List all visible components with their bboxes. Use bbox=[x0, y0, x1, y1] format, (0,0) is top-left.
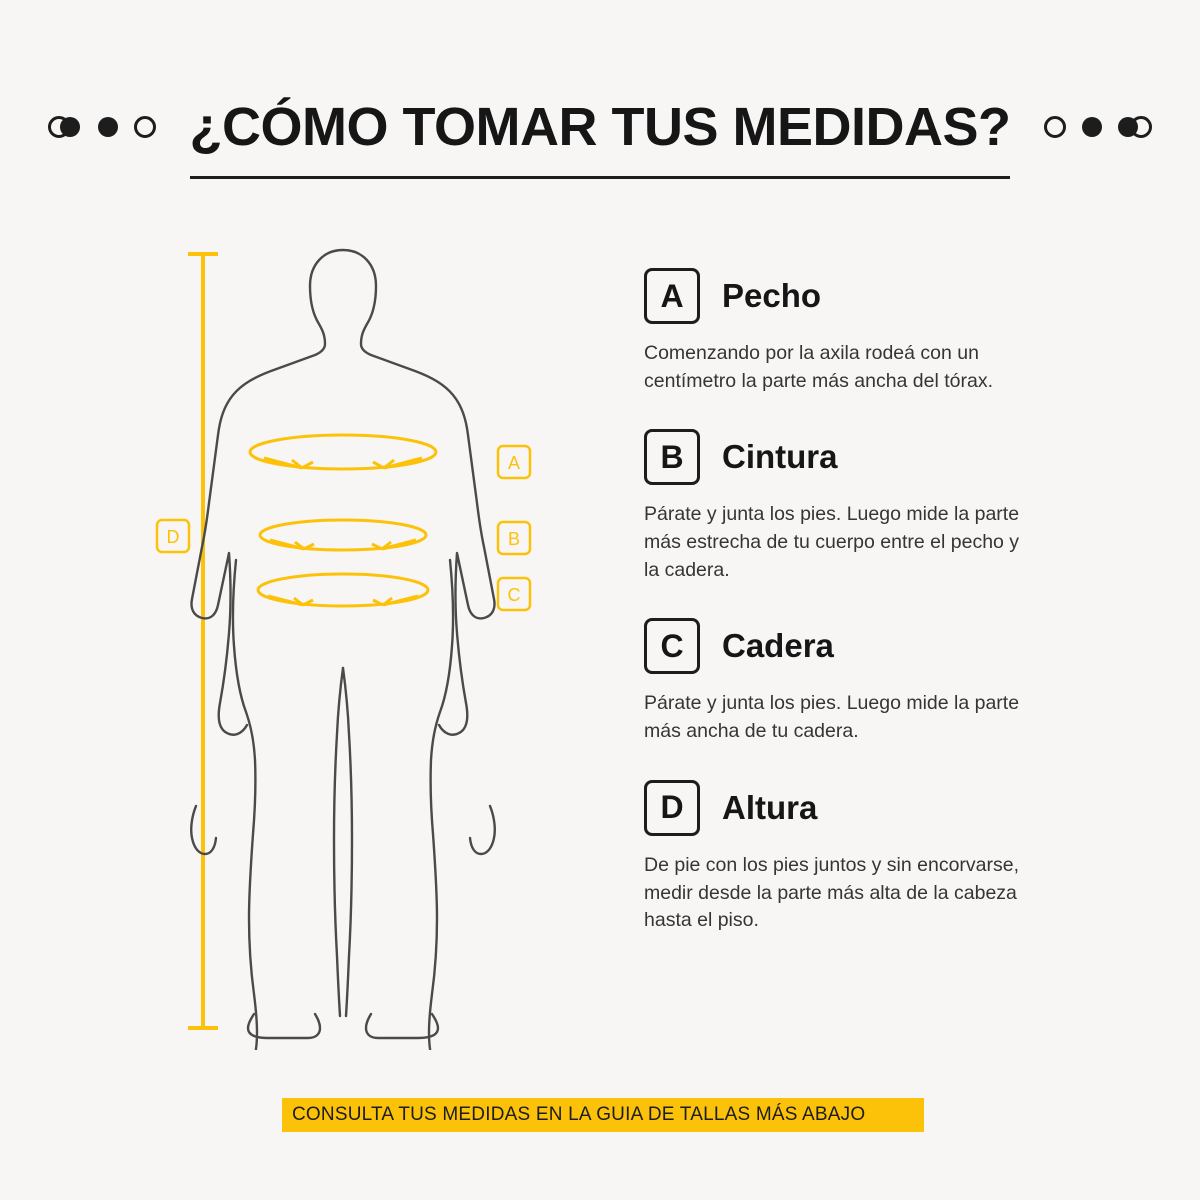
measurement-item-header bbox=[644, 618, 1074, 674]
svg-text:A: A bbox=[507, 453, 521, 473]
filled-dot-icon bbox=[98, 117, 118, 137]
chest-measure-loop-icon bbox=[250, 435, 436, 469]
chest-marker-badge bbox=[498, 446, 530, 478]
page-title: ¿CÓMO TOMAR TUS MEDIDAS? bbox=[189, 97, 1011, 157]
measurement-item-cintura bbox=[644, 429, 1074, 584]
ring-icon bbox=[134, 116, 156, 138]
ring-icon bbox=[1044, 116, 1066, 138]
waist-measure-loop-icon bbox=[260, 520, 426, 550]
measurement-badge-d: D bbox=[644, 780, 700, 836]
measurement-desc-cintura: Párate y junta los pies. Luego mide la parte más estrecha de tu cuerpo entre el pecho y la cadera. bbox=[644, 503, 1020, 581]
measurement-desc-altura: De pie con los pies juntos y sin encorvarse, medir desde la parte más alta de la cabeza hasta el piso. bbox=[644, 853, 1020, 932]
body-figure-diagram bbox=[140, 230, 600, 1050]
pair-circle-icon bbox=[48, 116, 82, 138]
measurement-item-header bbox=[644, 429, 1074, 485]
measurement-badge-c: C bbox=[644, 618, 700, 674]
measurement-badge-b: B bbox=[644, 429, 700, 485]
filled-dot-icon bbox=[1082, 117, 1102, 137]
height-ruler-icon bbox=[188, 254, 218, 1028]
measurement-title-cintura: Cintura bbox=[722, 438, 838, 476]
measurement-badge-a: A bbox=[644, 268, 700, 324]
human-body-outline-icon bbox=[191, 250, 495, 1050]
waist-marker-badge bbox=[498, 522, 530, 554]
measurement-desc-cadera: Párate y junta los pies. Luego mide la parte más ancha de tu cadera. bbox=[644, 692, 1020, 743]
svg-text:D: D bbox=[166, 527, 180, 547]
title-divider bbox=[190, 176, 1010, 179]
hip-marker-badge bbox=[498, 578, 530, 610]
header-decoration-right bbox=[1044, 116, 1152, 138]
footer-banner-text: CONSULTA TUS MEDIDAS EN LA GUIA DE TALLAS MÁS ABAJO bbox=[292, 1104, 866, 1125]
header-decoration-left bbox=[48, 116, 156, 138]
measurement-title-altura: Altura bbox=[722, 788, 818, 826]
measurement-title-cadera: Cadera bbox=[722, 627, 834, 665]
measurement-title-pecho: Pecho bbox=[722, 277, 822, 314]
measurement-item-header bbox=[644, 268, 1074, 324]
measurement-item-cadera bbox=[644, 618, 1074, 745]
measurement-list bbox=[644, 268, 1074, 935]
pair-circle-icon bbox=[1118, 116, 1152, 138]
svg-text:C: C bbox=[507, 585, 521, 605]
hip-measure-loop-icon bbox=[258, 574, 428, 606]
header bbox=[0, 84, 1200, 170]
measurement-item-pecho bbox=[644, 268, 1074, 395]
height-marker-badge bbox=[157, 520, 189, 552]
measurement-item-header bbox=[644, 780, 1074, 836]
measurement-item-altura bbox=[644, 780, 1074, 935]
measurement-desc-pecho: Comenzando por la axila rodeá con un centímetro la parte más ancha del tórax. bbox=[644, 342, 994, 392]
svg-text:B: B bbox=[507, 529, 521, 549]
